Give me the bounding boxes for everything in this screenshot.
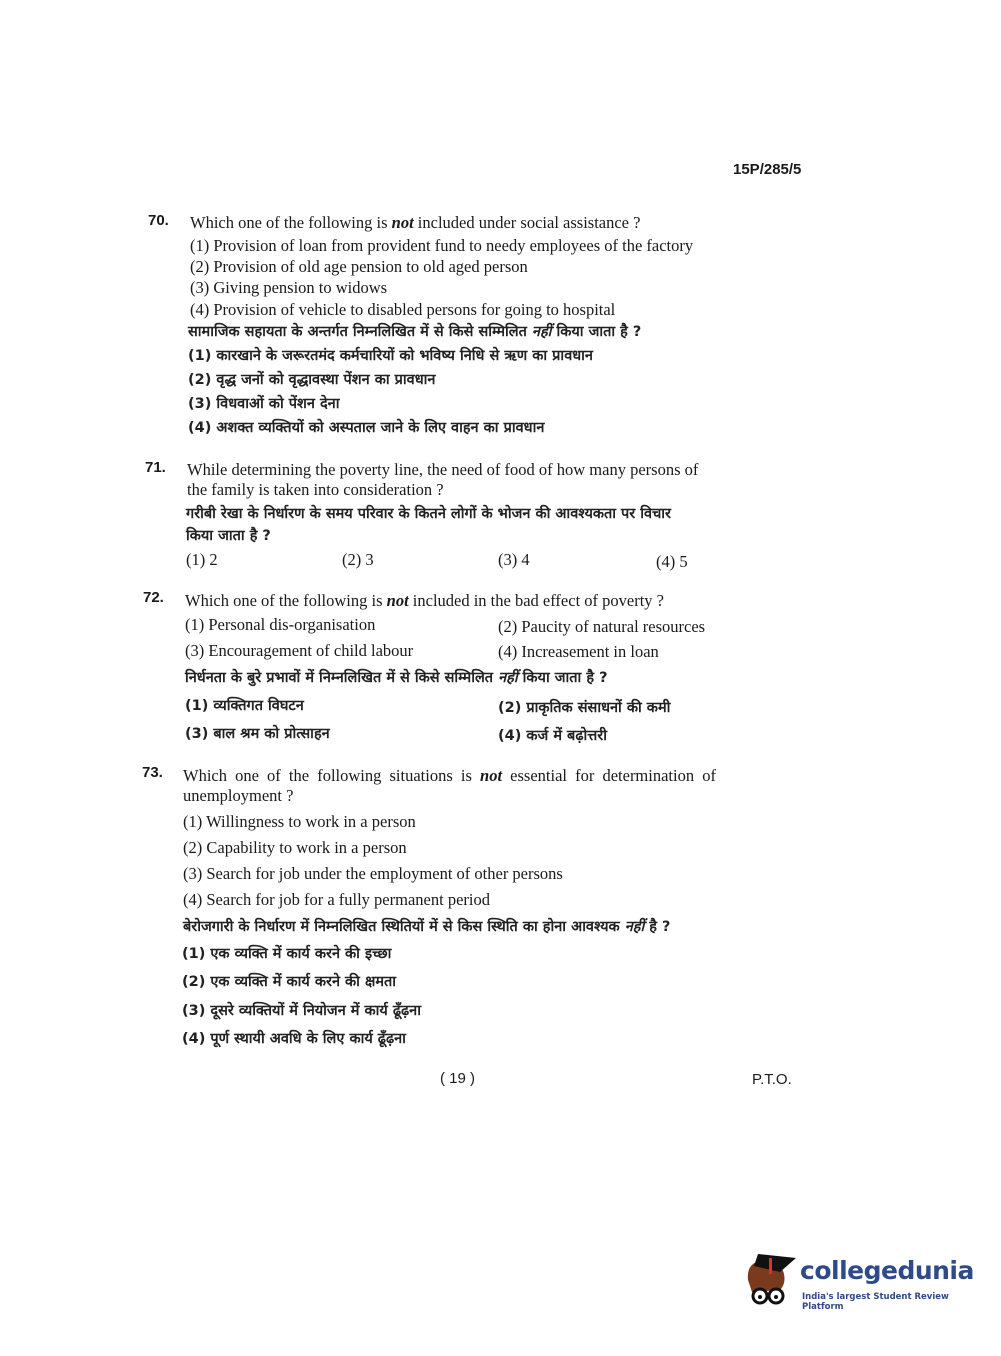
option-hi: (2) वृद्ध जनों को वृद्धावस्था पेंशन का प्रावधान <box>188 372 436 388</box>
option-hi: (1) एक व्यक्ति में कार्य करने की इच्छा <box>182 946 392 962</box>
option-hi: (4) अशक्त व्यक्तियों को अस्पताल जाने के लिए वाहन का प्रावधान <box>188 420 545 436</box>
collegedunia-logo <box>740 1250 974 1312</box>
option: (3) 4 <box>498 550 530 569</box>
logo-tagline: India's largest Student Review Platform <box>802 1292 949 1312</box>
question-text-hi: बेरोजगारी के निर्धारण में निम्नलिखित स्थितियों में से किस स्थिति का होना आवश्यक नहीं है ? <box>183 919 671 935</box>
option-hi: (3) दूसरे व्यक्तियों में नियोजन में कार्य ढूँढ़ना <box>182 1003 421 1019</box>
option: (1) Willingness to work in a person <box>183 812 416 831</box>
option-hi: (1) व्यक्तिगत विघटन <box>185 698 304 714</box>
question-text-en: Which one of the following is not included in the bad effect of poverty ? <box>185 591 665 610</box>
option: (3) Encouragement of child labour <box>185 641 414 660</box>
option: (2) 3 <box>342 550 374 569</box>
option: (2) Provision of old age pension to old aged person <box>190 257 528 276</box>
option: (4) 5 <box>656 552 688 571</box>
question-text-en: Which one of the following is not included under social assistance ? <box>190 213 641 232</box>
question-number: 71. <box>145 459 166 476</box>
mascot-icon <box>740 1250 798 1310</box>
question-text-en: While determining the poverty line, the need of food of how many persons of <box>187 460 699 479</box>
question-number: 73. <box>142 764 163 781</box>
option: (4) Increasement in loan <box>498 642 659 661</box>
option: (1) Personal dis-organisation <box>185 615 376 634</box>
question-text-en: unemployment ? <box>183 786 294 805</box>
question-text-en: the family is taken into consideration ? <box>187 480 444 499</box>
question-text-hi: गरीबी रेखा के निर्धारण के समय परिवार के कितने लोगों के भोजन की आवश्यकता पर विचार <box>186 506 671 522</box>
question-text-en: Which one of the following situations is not essential for determination of <box>183 766 716 785</box>
option: (1) 2 <box>186 550 218 569</box>
option: (3) Search for job under the employment of other persons <box>183 864 563 883</box>
option: (3) Giving pension to widows <box>190 278 388 297</box>
option-hi: (4) पूर्ण स्थायी अवधि के लिए कार्य ढूँढ़ना <box>182 1031 406 1047</box>
option-hi: (3) विधवाओं को पेंशन देना <box>188 396 340 412</box>
option-hi: (2) एक व्यक्ति में कार्य करने की क्षमता <box>182 974 397 990</box>
question-number: 72. <box>143 589 164 606</box>
option-hi: (2) प्राकृतिक संसाधनों की कमी <box>498 700 671 716</box>
option: (4) Search for job for a fully permanent period <box>183 890 490 909</box>
page-number: ( 19 ) <box>440 1070 476 1087</box>
option-hi: (4) कर्ज में बढ़ोत्तरी <box>498 728 607 744</box>
pto-label: P.T.O. <box>752 1071 792 1088</box>
option-hi: (3) बाल श्रम को प्रोत्साहन <box>185 726 330 742</box>
question-text-hi: निर्धनता के बुरे प्रभावों में निम्नलिखित में से किसे सम्मिलित नहीं किया जाता है ? <box>185 670 608 686</box>
option: (2) Paucity of natural resources <box>498 617 706 636</box>
question-text-hi: सामाजिक सहायता के अन्तर्गत निम्नलिखित में से किसे सम्मिलित नहीं किया जाता है ? <box>188 324 642 340</box>
option-hi: (1) कारखाने के जरूरतमंद कर्मचारियों को भविष्य निधि से ऋण का प्रावधान <box>188 348 593 364</box>
paper-code: 15P/285/5 <box>733 161 802 178</box>
option: (4) Provision of vehicle to disabled persons for going to hospital <box>190 300 616 319</box>
option: (1) Provision of loan from provident fund to needy employees of the factory <box>190 236 694 255</box>
option: (2) Capability to work in a person <box>183 838 407 857</box>
question-text-hi: किया जाता है ? <box>186 528 271 544</box>
logo-brand: collegedunia <box>800 1256 974 1285</box>
question-number: 70. <box>148 212 169 229</box>
